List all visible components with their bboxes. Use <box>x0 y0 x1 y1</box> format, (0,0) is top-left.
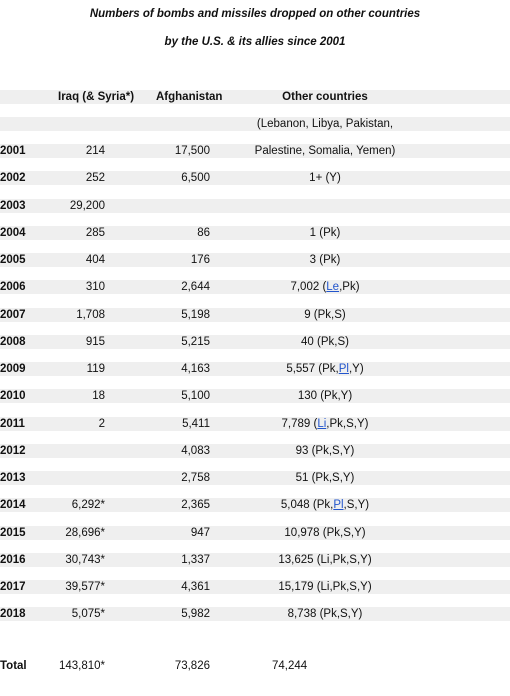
header-afghanistan: Afghanistan <box>156 91 223 103</box>
iraq-cell: 28,696* <box>65 527 105 539</box>
afghanistan-cell: 5,411 <box>182 418 210 430</box>
year-cell: 2005 <box>0 254 26 266</box>
country-link[interactable]: Le <box>326 281 340 293</box>
year-cell: 2008 <box>0 336 26 348</box>
other-text: 7,789 ( <box>281 418 318 430</box>
table-row <box>0 526 510 540</box>
afghanistan-cell: 1,337 <box>181 554 210 566</box>
table-row <box>0 226 510 240</box>
table-row <box>0 144 510 158</box>
other-text: ,S,Y) <box>343 499 370 511</box>
other-countries-cell <box>245 226 405 240</box>
afghanistan-cell: 2,365 <box>181 499 210 511</box>
table-row <box>0 498 510 512</box>
other-countries-cell <box>245 417 405 431</box>
country-link[interactable]: Pl <box>338 363 349 375</box>
header-note-row <box>0 117 510 131</box>
afghanistan-cell: 947 <box>190 527 210 539</box>
table-row <box>0 308 510 322</box>
iraq-cell: 119 <box>86 363 105 375</box>
iraq-cell: 18 <box>92 390 105 402</box>
other-text: 130 (Pk,Y) <box>297 390 353 402</box>
other-text: ,Y) <box>348 363 364 375</box>
year-cell: 2013 <box>0 472 26 484</box>
afghanistan-cell: 176 <box>190 254 210 266</box>
other-countries-cell <box>245 362 405 376</box>
afghanistan-cell: 5,198 <box>181 309 210 321</box>
iraq-cell: 2 <box>98 418 105 430</box>
table-row <box>0 389 510 403</box>
other-countries-cell <box>245 389 405 403</box>
other-text: 13,625 (Li,Pk,S,Y) <box>278 554 372 566</box>
iraq-cell: 30,743* <box>65 554 105 566</box>
table-row <box>0 444 510 458</box>
other-countries-cell <box>245 471 405 485</box>
other-text: ,Pk) <box>339 281 360 293</box>
year-cell: 2017 <box>0 581 26 593</box>
year-cell: 2016 <box>0 554 26 566</box>
afghanistan-cell: 4,083 <box>181 445 210 457</box>
afghanistan-cell: 6,500 <box>181 172 210 184</box>
other-text: 1 (Pk) <box>309 227 341 239</box>
total-label: Total <box>0 660 27 672</box>
other-countries-cell <box>245 498 405 512</box>
table-row <box>0 553 510 567</box>
iraq-cell: 252 <box>85 172 105 184</box>
afghanistan-cell: 5,100 <box>181 390 210 402</box>
other-countries-cell <box>245 444 405 458</box>
table-row <box>0 199 510 213</box>
header-iraq: Iraq (& Syria*) <box>58 91 135 103</box>
iraq-cell: 1,708 <box>76 309 105 321</box>
table-row <box>0 335 510 349</box>
header-other-note-1: (Lebanon, Libya, Pakistan, <box>256 118 394 130</box>
year-cell: 2004 <box>0 227 26 239</box>
afghanistan-cell: 2,644 <box>181 281 210 293</box>
iraq-cell: 310 <box>85 281 105 293</box>
year-cell: 2003 <box>0 200 26 212</box>
other-countries-cell <box>245 308 405 322</box>
country-link[interactable]: Pl <box>333 499 344 511</box>
other-text: 9 (Pk,S) <box>304 309 346 321</box>
iraq-cell: 915 <box>85 336 105 348</box>
iraq-cell: 285 <box>85 227 105 239</box>
year-cell: 2011 <box>0 418 25 430</box>
table-row <box>0 417 510 431</box>
other-text: 51 (Pk,S,Y) <box>295 472 355 484</box>
country-link[interactable]: Li <box>317 418 327 430</box>
iraq-cell: 39,577* <box>65 581 105 593</box>
afghanistan-cell: 17,500 <box>174 145 210 157</box>
other-text: 7,002 ( <box>290 281 327 293</box>
other-countries-cell <box>245 607 405 621</box>
other-countries-cell <box>245 280 405 294</box>
total-row <box>0 659 510 673</box>
year-cell: 2012 <box>0 445 26 457</box>
table-row <box>0 171 510 185</box>
year-cell: 2006 <box>0 281 26 293</box>
other-text: 40 (Pk,S) <box>301 336 349 348</box>
iraq-cell: 29,200 <box>69 200 105 212</box>
iraq-cell: 5,075* <box>71 608 105 620</box>
other-text: 10,978 (Pk,S,Y) <box>284 527 366 539</box>
iraq-cell: 214 <box>85 145 105 157</box>
afghanistan-cell: 4,163 <box>181 363 210 375</box>
total-iraq: 143,810* <box>58 660 105 672</box>
title-line-2: by the U.S. & its allies since 2001 <box>164 36 346 48</box>
table-row <box>0 607 510 621</box>
other-text: 93 (Pk,S,Y) <box>295 445 355 457</box>
other-countries-cell <box>245 526 405 540</box>
total-other: 74,244 <box>272 660 308 672</box>
table-row <box>0 280 510 294</box>
year-cell: 2015 <box>0 527 26 539</box>
title-line-1: Numbers of bombs and missiles dropped on other countries <box>89 8 421 20</box>
other-countries-cell <box>245 253 405 267</box>
other-countries-cell <box>245 553 405 567</box>
other-text: 8,738 (Pk,S,Y) <box>287 608 363 620</box>
other-countries-cell <box>245 580 405 594</box>
other-text: 3 (Pk) <box>309 254 341 266</box>
total-afghanistan: 73,826 <box>174 660 210 672</box>
year-cell: 2007 <box>0 309 26 321</box>
other-text: ,Pk,S,Y) <box>326 418 369 430</box>
year-cell: 2018 <box>0 608 26 620</box>
header-other-note-2: Palestine, Somalia, Yemen) <box>254 145 396 157</box>
year-cell: 2009 <box>0 363 26 375</box>
table-row <box>0 580 510 594</box>
other-text: 1+ (Y) <box>309 172 341 184</box>
afghanistan-cell: 5,982 <box>181 608 210 620</box>
afghanistan-cell: 4,361 <box>181 581 210 593</box>
afghanistan-cell: 86 <box>197 227 210 239</box>
afghanistan-cell: 5,215 <box>181 336 210 348</box>
iraq-cell: 6,292* <box>71 499 105 511</box>
afghanistan-cell: 2,758 <box>181 472 210 484</box>
iraq-cell: 404 <box>85 254 105 266</box>
other-countries-cell <box>245 335 405 349</box>
other-countries-cell <box>245 171 405 185</box>
header-row <box>0 90 510 104</box>
other-text: 15,179 (Li,Pk,S,Y) <box>278 581 372 593</box>
year-cell: 2002 <box>0 172 26 184</box>
other-text: 5,048 (Pk, <box>280 499 334 511</box>
table-row <box>0 471 510 485</box>
year-cell: 2001 <box>0 145 26 157</box>
header-other-countries: Other countries <box>282 91 368 103</box>
table-row <box>0 362 510 376</box>
other-text: 5,557 (Pk, <box>286 363 339 375</box>
year-cell: 2010 <box>0 390 26 402</box>
table-row <box>0 253 510 267</box>
year-cell: 2014 <box>0 499 26 511</box>
